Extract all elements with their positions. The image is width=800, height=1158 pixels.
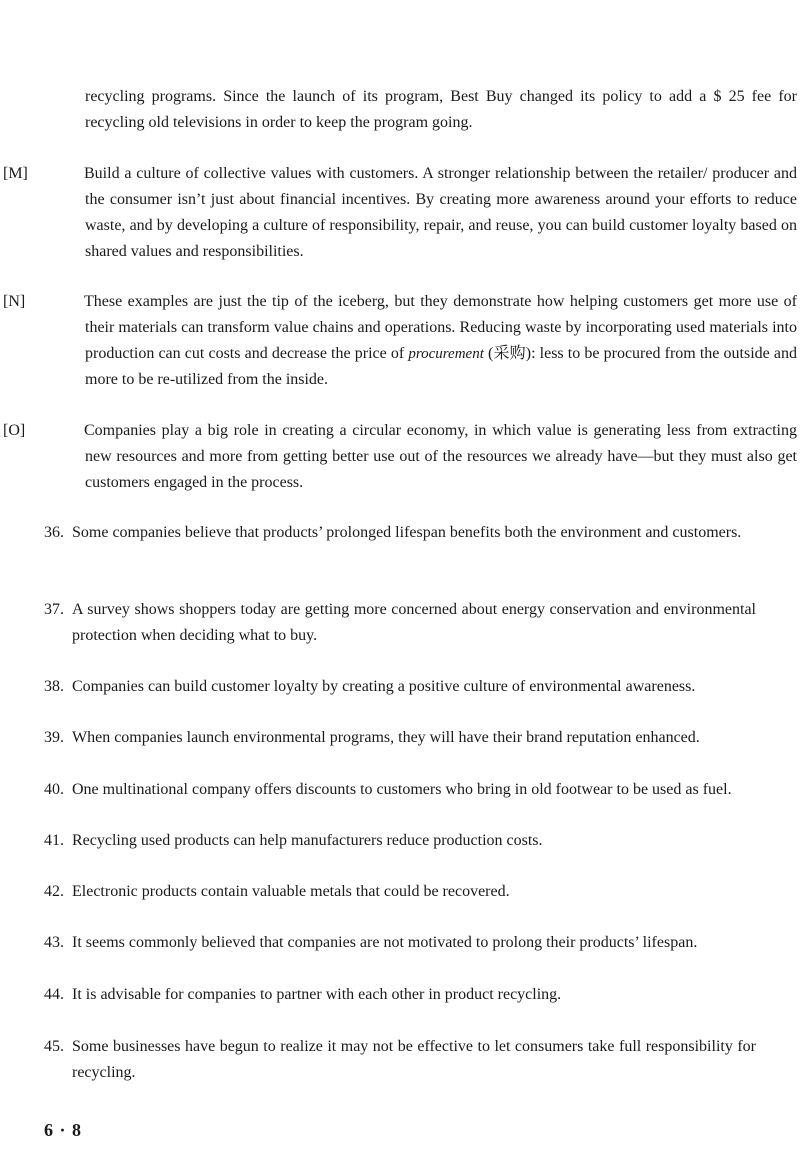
paragraph-text: Companies play a big role in creating a circular economy, in which value is generating less from extracting new resources and more from getting better use out of the resources we already have—but they must also get customers engaged in the process. (84, 422, 797, 491)
question-text: One multinational company offers discounts to customers who bring in old footwear to be used as fuel. (72, 781, 732, 798)
question-36 (44, 520, 756, 546)
question-text: Some companies believe that products’ prolonged lifespan benefits both the environment and customers. (72, 524, 742, 541)
question-44 (44, 982, 756, 1008)
question-number: 37. (44, 601, 64, 618)
question-number: 44. (44, 986, 64, 1003)
paragraph-o (3, 418, 797, 496)
paragraph-text-end: (采购): less to be procured from the outside and more to be re-utilized from the inside. (85, 345, 797, 388)
question-text: It seems commonly believed that companies are not motivated to prolong their products’ lifespan. (72, 934, 698, 951)
question-43 (44, 930, 756, 956)
question-text: Recycling used products can help manufacturers reduce production costs. (72, 832, 543, 849)
question-text: When companies launch environmental programs, they will have their brand reputation enhanced. (72, 729, 700, 746)
paragraph-tag: [M] (3, 165, 28, 182)
question-number: 38. (44, 678, 64, 695)
paragraph-text: These examples are just the tip of the iceberg, but they demonstrate how helping customers get more use of their materials can transform value chains and operations. Reducing waste by incorporating used materials into production can cut costs and decrease the price of (84, 293, 797, 362)
question-text: Electronic products contain valuable metals that could be recovered. (72, 883, 510, 900)
question-number: 43. (44, 934, 64, 951)
question-40 (44, 777, 756, 803)
paragraph-text: Build a culture of collective values with customers. A stronger relationship between the retailer/ producer and the consumer isn’t just about financial incentives. By creating more awareness around your efforts to reduce waste, and by developing a culture of responsibility, repair, and reuse, you can build customer loyalty based on shared values and responsibilities. (84, 165, 797, 260)
paragraph-n (3, 289, 797, 393)
question-45 (44, 1034, 756, 1086)
question-37 (44, 597, 756, 649)
paragraph-tag: [N] (3, 293, 26, 310)
passage-continuation (44, 84, 797, 136)
question-number: 36. (44, 524, 64, 541)
italic-term: procurement (408, 346, 484, 362)
question-text: Some businesses have begun to realize it may not be effective to let consumers take full responsibility for recycling. (72, 1038, 756, 1081)
continuation-text: recycling programs. Since the launch of its program, Best Buy changed its policy to add a $ 25 fee for recycling old televisions in order to keep the program going. (85, 88, 797, 131)
question-text: A survey shows shoppers today are getting more concerned about energy conservation and environmental protection when deciding what to buy. (72, 601, 756, 644)
question-number: 42. (44, 883, 64, 900)
question-text: Companies can build customer loyalty by creating a positive culture of environmental awareness. (72, 678, 696, 695)
question-text: It is advisable for companies to partner with each other in product recycling. (72, 986, 562, 1003)
page-number: 6 · 8 (44, 1120, 83, 1140)
question-number: 40. (44, 781, 64, 798)
question-number: 39. (44, 729, 64, 746)
question-39 (44, 725, 756, 751)
paragraph-tag: [O] (3, 422, 26, 439)
question-number: 41. (44, 832, 64, 849)
question-41 (44, 828, 756, 854)
paragraph-m (3, 161, 797, 265)
question-38 (44, 674, 756, 700)
question-number: 45. (44, 1038, 64, 1055)
question-42 (44, 879, 756, 905)
